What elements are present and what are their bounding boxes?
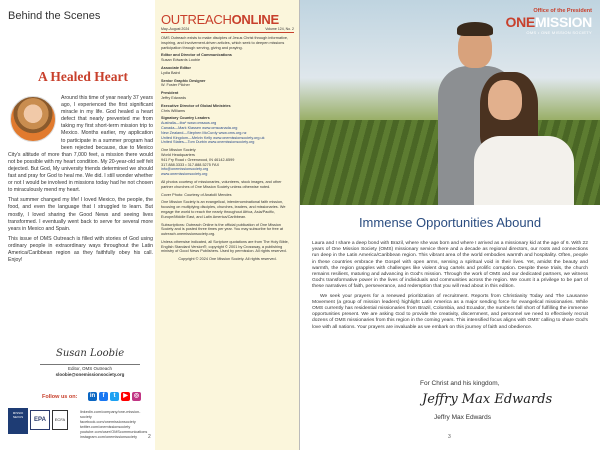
notice-5: Unless otherwise indicated, all Scripture quotations are from The Holy Bible, English Standard Version®, copyright © 2001 by Crossway, a publishing ministry of Good News Publishers. Used by permission. All rights reserved. [161, 239, 289, 254]
linkedin-icon[interactable]: in [89, 393, 96, 399]
leader-entry: United States—Tom Durbin www.onemissionsociety.org [161, 140, 255, 145]
notice-2: Cover Photo: Courtesy of Anatolii Mendes [161, 192, 232, 197]
staff-4 [161, 91, 294, 101]
notice-1: All photos courtesy of missionaries, volunteers, stock images, and other partner churches of One Mission Society unless otherwise noted. [161, 179, 282, 189]
staff-label: Senior Graphic Designer [161, 78, 206, 83]
editor-portrait [10, 96, 56, 142]
masthead-issue-bar [161, 27, 294, 33]
staff-value: Chris Williams [161, 108, 186, 113]
editor-column [0, 0, 155, 450]
staff-3 [161, 79, 294, 89]
hq-email[interactable]: info@onemissionsociety.org [161, 167, 209, 172]
social-links [80, 410, 150, 440]
right-page [300, 0, 600, 450]
article-title: A Healed Heart [38, 69, 128, 84]
hq-website[interactable]: www.onemissionsociety.org [161, 172, 208, 177]
closing-line: For Christ and his kingdom, [420, 380, 500, 387]
page-number-left: 2 [148, 434, 151, 440]
staff-label: Editor and Director of Communications [161, 53, 232, 58]
staff-1 [161, 53, 294, 63]
notice-3: One Mission Society is an evangelical, interdenominational faith mission, focusing on multiplying disciples, churches, leaders, and missionaries. We engage the world to reach the nearly throughout Africa, Asia/Pacific, Europe/Middle East, and Latin America/Caribbean. [161, 200, 286, 219]
letter-paragraph-3: This issue of OMS Outreach is filled with stories of God using ordinary people in extraordinary ways throughout the Latin America/Caribbean region as they faithfully obey his call. Enjoy! [8, 235, 153, 264]
staff-value: W. Foster Pilcher [161, 83, 190, 88]
link-linkedin[interactable]: linkedin.com/company/one-mission-society [80, 410, 141, 419]
masthead-intro: OMS Outreach exists to make disciples of Jesus Christ through informative, inspiring, and involvement-driven articles, which seek to deepen missions participation through serving, giving and praying. [161, 36, 289, 50]
editor-credit [40, 364, 140, 377]
ecfa-logo: ECFA [52, 410, 68, 430]
notice-4: Subscriptions: Outreach Online is the official publication of One Mission Society and is posted three times per year. You may subscribe for free at outreach.onemissionsociety.org. [161, 222, 283, 237]
page-number-right: 3 [448, 434, 451, 440]
leaders-label: Signatory Country Leaders [161, 116, 210, 121]
section-label: Behind the Scenes [8, 10, 101, 22]
leader-entry: Australia—tba* www.omsaus.org [161, 121, 217, 126]
issue-date: May–August 2024 [161, 27, 190, 31]
woman-figure [470, 70, 580, 205]
staff-value: Susan Edwards Loobie [161, 58, 201, 63]
leader-entry: United Kingdom—Melvin Kelly www.onemissionsociety.org.uk [161, 135, 265, 140]
headquarters [161, 148, 294, 177]
link-twitter[interactable]: twitter.com/onemissionsociety [80, 425, 131, 429]
masthead-title [161, 12, 294, 27]
staff-label: President [161, 91, 179, 96]
link-instagram[interactable]: instagram.com/onemissionsociety [80, 435, 137, 439]
article-heading: Immense Opportunities Abound [358, 215, 542, 230]
hq-line: 317.888.3333 • 317.888.5275 FAX [161, 162, 220, 167]
staff-value: Lydia Baird [161, 70, 180, 75]
signer-name: Jeffry Max Edwards [434, 414, 491, 421]
brand-tagline: OMS • ONE MISSION SOCIETY [526, 30, 592, 35]
president-signature: Jeffry Max Edwards [422, 392, 553, 407]
hq-line: One Mission Society [161, 148, 196, 153]
oms-logo [506, 14, 592, 30]
editor-name: Editor, OMS Outreach [67, 366, 113, 371]
facebook-icon[interactable]: f [99, 392, 108, 401]
missio-nexus-logo: MISSIO NEXUS [8, 408, 28, 434]
hero-photo [300, 0, 600, 205]
epa-logo: EPA [30, 410, 50, 430]
follow-label: Follow us on: [42, 394, 78, 400]
instagram-icon[interactable]: ◎ [133, 393, 140, 399]
youtube-icon[interactable]: ▶ [121, 392, 130, 401]
president-paragraph-1: Laura and I share a deep bond with Brazil, where she was born and where I arrived as a missionary kid at the age of 6. With 22 years of One Mission Society (OMS) missionary service there and a decade as regional directors, our roots and connections run deep in the Latin America/Caribbean region. This vibrant area of the world embodies warmth and hospitality. Often, people in these countries embrace the Gospel with open arms, sensing a spiritual void in their lives. Yet, amidst the beauty and warmth, the region grapples with challenges like violent drug cartels and prolific corruption. Despite these trials, the church remains resilient, maturing and advancing in God's mission. Through the work of OMS and our dedicated partners, we witness God's transformative power in the lives of individuals and communities across the region. We count it a privilege to be part of these narratives of faith, perseverance, and redemption that you will read about in this edition. [312, 241, 588, 290]
accreditation-logos [8, 408, 68, 440]
notice-6: Copyright © 2024 One Mission Society. All rights reserved. [178, 257, 277, 262]
masthead-title-bold: ONLINE [231, 12, 279, 27]
letter-paragraph-1: Around this time of year nearly 37 years ago, I experienced the first significant miracle in my life. God healed a heart defect that nearly prevented me from taking my first short-term mission trip to Mexico. Months earlier, my application to participate in a summer program had been rejected because, due to Mexico City's altitude of more than 7,000 feet, a mission there would not be possible with my heart condition. My 20-year-old self felt dejected. But God, My university friends determined we should fast and pray for God to heal me. We did. I still wonder whether or not I would be involved in missions today had he not chosen to miraculously mend my heart. [8, 95, 153, 194]
editor-email[interactable]: sloobie@onemissionsociety.org [55, 371, 125, 377]
country-leaders [161, 116, 294, 145]
twitter-icon[interactable]: t [110, 392, 119, 401]
hq-line: 941 Fry Road • Greenwood, IN 46142-6599 [161, 157, 235, 162]
editor-signature: Susan Loobie [56, 348, 125, 359]
office-label: Office of the President [533, 8, 592, 14]
link-youtube[interactable]: youtube.com/user/OMScommunications [80, 430, 148, 434]
staff-label: Associate Editor [161, 65, 191, 70]
leader-entry: New Zealand—Stephen McCurdy www.oms.org.nz [161, 130, 247, 135]
hq-line: World Headquarters [161, 152, 195, 157]
letter-paragraph-2: That summer changed my life! I loved Mexico, the people, the food, and even the language that I struggled to learn. But mostly, I loved sharing the Good News and seeing lives transformed. I eventually went back to serve for several more years in Mexico and Spain. [8, 197, 153, 232]
leader-entry: Canada—Mark Klassen www.omscanada.org [161, 125, 238, 130]
office-badge [506, 8, 592, 35]
masthead-column [155, 0, 300, 450]
brand-mission: MISSION [534, 14, 592, 30]
president-letter [312, 241, 588, 334]
masthead-title-light: OUTREACH [161, 12, 232, 27]
staff-2 [161, 66, 294, 76]
staff-value: Jeffry Edwards [161, 95, 187, 100]
link-facebook[interactable]: facebook.com/onemissionsociety [80, 420, 136, 424]
brand-one: ONE [505, 14, 535, 30]
president-paragraph-2: We seek your prayers for a renewed prioritization of recruitment. Reports from Christianity Today and The Lausanne Movement (a group of mission leaders) highlight Latin America as a major sending force for evangelical missionaries. While OMS currently has residential missionaries from Brazil, Colombia, and Ecuador, the numbers fall short of fulfilling the immense opportunities present. We are asking God to provide the creativity, discernment, and personnel we need to effectively recruit dozens of OMS missionaries from this region in the coming years. This intensified focus aligns with OMS' calling to share God's love with all nations. Your prayers are invaluable as we embark on this journey of faith and obedience. [312, 293, 588, 330]
staff-label: Executive Director of Global Ministries [161, 103, 231, 108]
issue-volume: Volume 124, No. 2 [265, 27, 294, 31]
staff-5 [161, 104, 294, 114]
